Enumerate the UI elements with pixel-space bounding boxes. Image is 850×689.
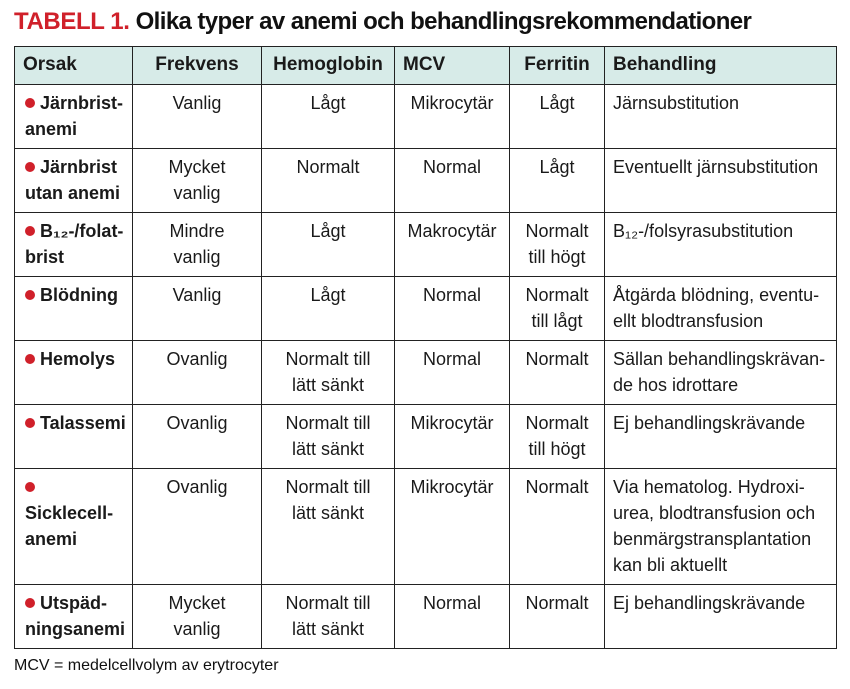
- bullet-dot-icon: [25, 598, 35, 608]
- hemoglobin-cell: Normalt till lätt sänkt: [262, 341, 395, 405]
- treatment-cell: Sällan behandlingskrävan- de hos idrottare: [605, 341, 837, 405]
- table-row: [15, 585, 837, 649]
- hemoglobin-cell: Normalt till lätt sänkt: [262, 405, 395, 469]
- frequency-cell: Mindre vanlig: [133, 213, 262, 277]
- cause-line: anemi: [25, 529, 78, 549]
- hemoglobin-cell: Lågt: [262, 277, 395, 341]
- mcv-cell: Makrocytär: [395, 213, 510, 277]
- ferritin-cell: Lågt: [510, 85, 605, 149]
- bullet-dot-icon: [25, 354, 35, 364]
- mcv-cell: Normal: [395, 149, 510, 213]
- ferritin-cell: Normalt: [510, 585, 605, 649]
- cause-line: Järnbrist: [40, 157, 118, 177]
- mcv-cell: Normal: [395, 341, 510, 405]
- cause-line: B₁₂-/folat-: [40, 221, 124, 241]
- hemoglobin-cell: Normalt: [262, 149, 395, 213]
- bullet-dot-icon: [25, 482, 35, 492]
- header-frekvens: Frekvens: [133, 47, 262, 85]
- mcv-cell: Mikrocytär: [395, 85, 510, 149]
- ferritin-cell: Normalt till högt: [510, 405, 605, 469]
- bullet-dot-icon: [25, 418, 35, 428]
- cause-line: Järnbrist-: [40, 93, 124, 113]
- header-ferritin: Ferritin: [510, 47, 605, 85]
- cause-line: utan anemi: [25, 183, 121, 203]
- cause-cell: [15, 277, 133, 341]
- table-row: [15, 213, 837, 277]
- header-mcv: MCV: [395, 47, 510, 85]
- mcv-cell: Normal: [395, 585, 510, 649]
- cause-cell: [15, 85, 133, 149]
- table-title: [14, 8, 751, 36]
- bullet-dot-icon: [25, 226, 35, 236]
- mcv-cell: Mikrocytär: [395, 469, 510, 585]
- cause-line: ningsanemi: [25, 619, 126, 639]
- table-row: [15, 341, 837, 405]
- treatment-cell: Eventuellt järnsubstitution: [605, 149, 837, 213]
- ferritin-cell: Normalt till lågt: [510, 277, 605, 341]
- treatment-cell: B₁₂-/folsyrasubstitution: [605, 213, 837, 277]
- mcv-cell: Mikrocytär: [395, 405, 510, 469]
- cause-cell: [15, 149, 133, 213]
- treatment-cell: Ej behandlingskrävande: [605, 405, 837, 469]
- ferritin-cell: Normalt: [510, 469, 605, 585]
- ferritin-cell: Lågt: [510, 149, 605, 213]
- header-behandling: Behandling: [605, 47, 837, 85]
- header-hemoglobin: Hemoglobin: [262, 47, 395, 85]
- treatment-cell: Via hematolog. Hydroxi- urea, blodtransfusion och benmärgstransplantation kan bli aktuellt: [605, 469, 837, 585]
- table-label: TABELL 1.: [14, 8, 130, 35]
- cause-cell: [15, 341, 133, 405]
- cause-line: anemi: [25, 119, 78, 139]
- hemoglobin-cell: Normalt till lätt sänkt: [262, 469, 395, 585]
- cause-cell: [15, 469, 133, 585]
- table-row: [15, 405, 837, 469]
- frequency-cell: Ovanlig: [133, 469, 262, 585]
- table-header-row: [15, 47, 837, 85]
- cause-cell: [15, 405, 133, 469]
- frequency-cell: Vanlig: [133, 85, 262, 149]
- bullet-dot-icon: [25, 162, 35, 172]
- treatment-cell: Åtgärda blödning, eventu- ellt blodtransfusion: [605, 277, 837, 341]
- treatment-cell: Järnsubstitution: [605, 85, 837, 149]
- mcv-cell: Normal: [395, 277, 510, 341]
- anemia-table: [14, 46, 837, 649]
- frequency-cell: Ovanlig: [133, 341, 262, 405]
- table-row: [15, 85, 837, 149]
- header-orsak: Orsak: [15, 47, 133, 85]
- table-row: [15, 277, 837, 341]
- frequency-cell: Ovanlig: [133, 405, 262, 469]
- ferritin-cell: Normalt till högt: [510, 213, 605, 277]
- table-title-text: Olika typer av anemi och behandlingsrekommendationer: [135, 8, 752, 35]
- ferritin-cell: Normalt: [510, 341, 605, 405]
- hemoglobin-cell: Lågt: [262, 85, 395, 149]
- frequency-cell: Mycket vanlig: [133, 585, 262, 649]
- cause-line: Sicklecell-: [25, 503, 114, 523]
- cause-line: brist: [25, 247, 65, 267]
- treatment-cell: Ej behandlingskrävande: [605, 585, 837, 649]
- hemoglobin-cell: Lågt: [262, 213, 395, 277]
- cause-line: Hemolys: [40, 349, 116, 369]
- cause-cell: [15, 585, 133, 649]
- cause-line: Blödning: [40, 285, 118, 305]
- cause-line: Talassemi: [40, 413, 126, 433]
- bullet-dot-icon: [25, 98, 35, 108]
- frequency-cell: Vanlig: [133, 277, 262, 341]
- hemoglobin-cell: Normalt till lätt sänkt: [262, 585, 395, 649]
- frequency-cell: Mycket vanlig: [133, 149, 262, 213]
- bullet-dot-icon: [25, 290, 35, 300]
- footnote: MCV = medelcellvolym av erytrocyter: [14, 657, 279, 674]
- table-row: [15, 469, 837, 585]
- cause-cell: [15, 213, 133, 277]
- cause-line: Utspäd-: [40, 593, 107, 613]
- table-row: [15, 149, 837, 213]
